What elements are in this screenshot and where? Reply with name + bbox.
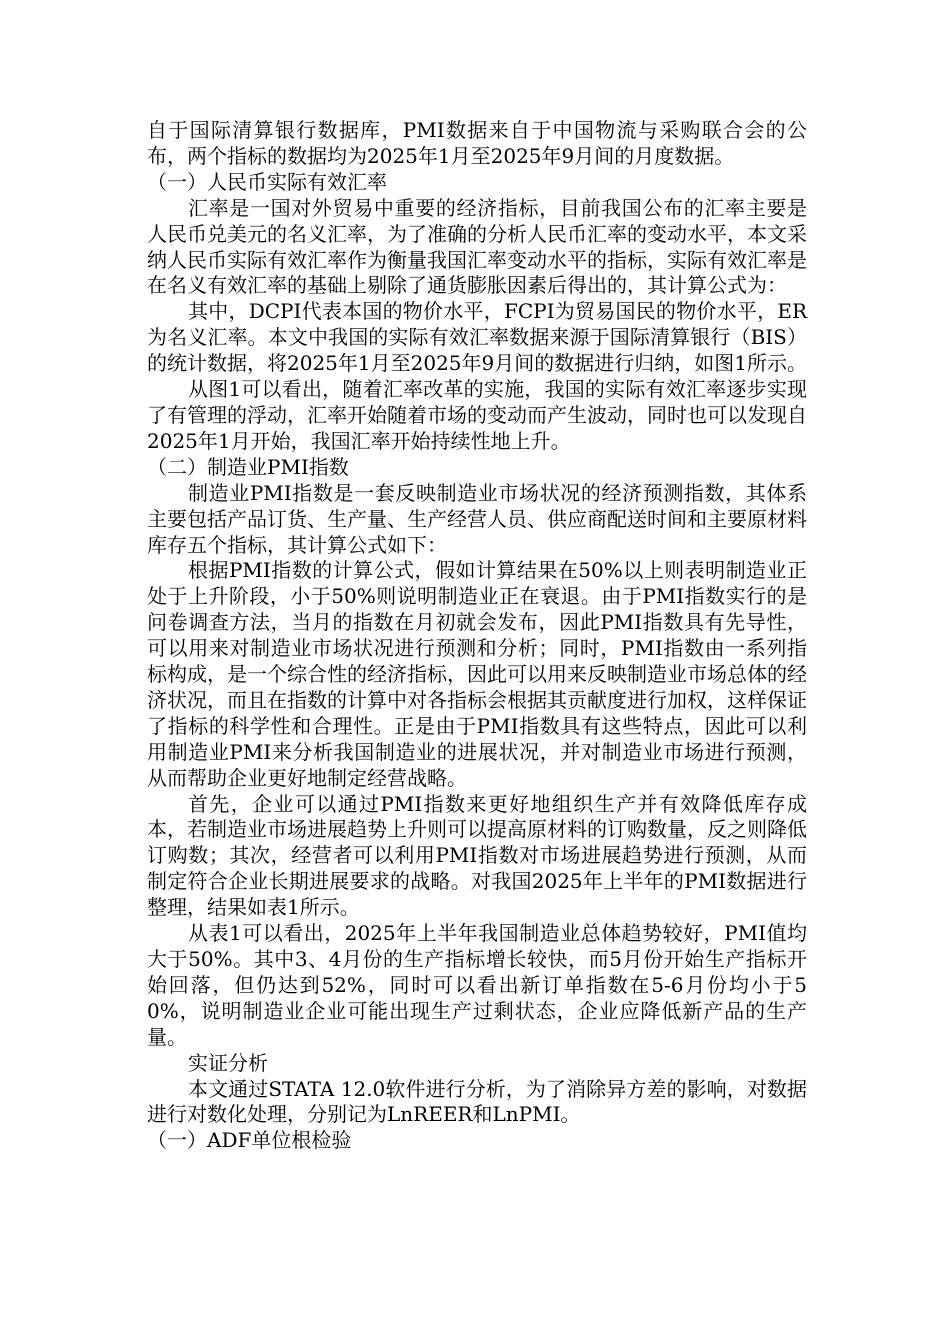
section-heading-empirical: 实证分析	[188, 1050, 268, 1075]
document-body	[147, 118, 807, 1154]
paragraph-pmi-formula-meaning: 根据PMI指数的计算公式，假如计算结果在50%以上则表明制造业正处于上升阶段，小于50%则说明制造业正在衰退。由于PMI指数实行的是问卷调查方法，当月的指数在月初就会发布，因此PMI指数具有先导性，可以用来对制造业市场状况进行预测和分析；同时，PMI指数由一系列指标构成，是一个综合性的经济指标，因此可以用来反映制造业市场总体的经济状况，而且在指数的计算中对各指标会根据其贡献度进行加权，这样保证了指标的科学性和合理性。正是由于PMI指数具有这些特点，因此可以利用制造业PMI来分析我国制造业的进展状况，并对制造业市场进行预测，从而帮助企业更好地制定经营战略。	[147, 558, 807, 790]
paragraph-formula-explanation: 其中，DCPI代表本国的物价水平，FCPI为贸易国民的物价水平，ER为名义汇率。本文中我国的实际有效汇率数据来源于国际清算银行（BIS）的统计数据，将2025年1月至2025年9月间的数据进行归纳，如图1所示。	[147, 299, 807, 376]
paragraph-figure1-analysis: 从图1可以看出，随着汇率改革的实施，我国的实际有效汇率逐步实现了有管理的浮动，汇率开始随着市场的变动而产生波动，同时也可以发现自2025年1月开始，我国汇率开始持续性地上升。	[147, 377, 807, 453]
section-heading-adf-test: （一）ADF单位根检验	[147, 1128, 352, 1153]
section-heading-rmb-reer: （一）人民币实际有效汇率	[147, 169, 387, 194]
paragraph-table1-analysis: 从表1可以看出，2025年上半年我国制造业总体趋势较好，PMI值均大于50%。其中3、4月份的生产指标增长较快，而5月份开始生产指标开始回落，但仍达到52%，同时可以看出新订单指数在5-6月份均小于50%，说明制造业企业可能出现生产过剩状态，企业应降低新产品的生产量。	[147, 921, 807, 1049]
section-heading-pmi: （二）制造业PMI指数	[147, 454, 349, 479]
paragraph-data-sources: 自于国际清算银行数据库，PMI数据来自于中国物流与采购联合会的公布，两个指标的数据均为2025年1月至2025年9月间的月度数据。	[147, 118, 807, 168]
paragraph-exchange-rate-intro: 汇率是一国对外贸易中重要的经济指标，目前我国公布的汇率主要是人民币兑美元的名义汇率，为了准确的分析人民币汇率的变动水平，本文采纳人民币实际有效汇率作为衡量我国汇率变动水平的指标，实际有效汇率是在名义有效汇率的基础上剔除了通货膨胀因素后得出的，其计算公式为：	[147, 195, 807, 298]
paragraph-pmi-definition: 制造业PMI指数是一套反映制造业市场状况的经济预测指数，其体系主要包括产品订货、生产量、生产经营人员、供应商配送时间和主要原材料库存五个指标，其计算公式如下：	[147, 480, 807, 557]
paragraph-stata-method: 本文通过STATA 12.0软件进行分析，为了消除异方差的影响，对数据进行对数化处理，分别记为LnREER和LnPMI。	[147, 1076, 807, 1127]
paragraph-pmi-usage: 首先，企业可以通过PMI指数来更好地组织生产并有效降低库存成本，若制造业市场进展趋势上升则可以提高原材料的订购数量，反之则降低订购数；其次，经营者可以利用PMI指数对市场进展趋势进行预测，从而制定符合企业长期进展要求的战略。对我国2025年上半年的PMI数据进行整理，结果如表1所示。	[147, 791, 807, 920]
